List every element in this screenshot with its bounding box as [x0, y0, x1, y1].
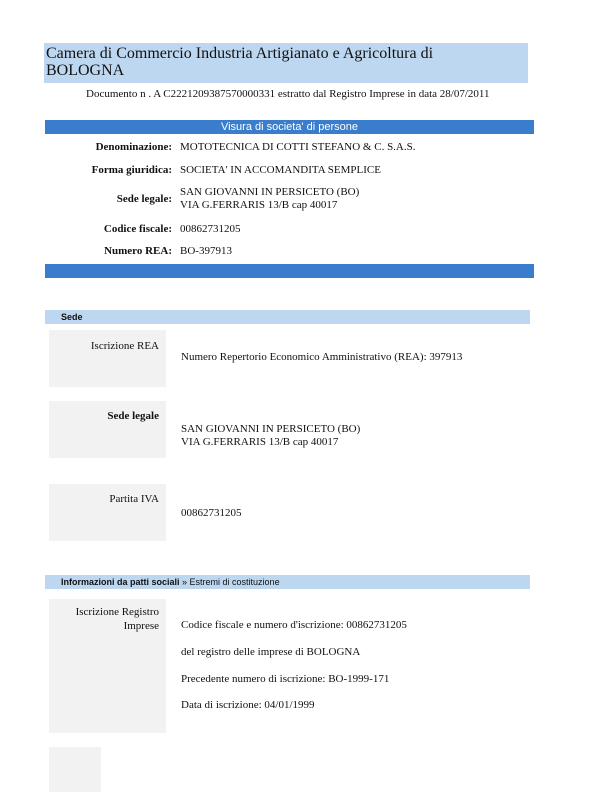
summary-title-bar: Visura di societa' di persone — [45, 120, 534, 134]
summary-value: MOTOTECNICA DI COTTI STEFANO & C. S.A.S. — [180, 141, 416, 153]
iscrizione-rea-label: Iscrizione REA — [90, 340, 159, 352]
partita-iva-value: 00862731205 — [181, 507, 242, 519]
iscrizione-line: del registro delle imprese di BOLOGNA — [181, 646, 361, 658]
partita-iva-label: Partita IVA — [109, 493, 159, 505]
section-title-rest: » Estremi di costituzione — [179, 577, 280, 587]
summary-label: Codice fiscale: — [103, 223, 172, 235]
section-title: Sede — [61, 312, 83, 322]
sede-legale-value-line2: VIA G.FERRARIS 13/B cap 40017 — [181, 436, 339, 448]
summary-bottom-bar — [45, 264, 534, 278]
iscrizione-registro-label-line1: Iscrizione Registro — [75, 606, 159, 618]
section-title-bold: Informazioni da patti sociali — [61, 577, 180, 587]
summary-value-line1: SAN GIOVANNI IN PERSICETO (BO) — [180, 186, 360, 198]
summary-label: Denominazione: — [95, 141, 172, 153]
chamber-title-line2: BOLOGNA — [46, 62, 125, 79]
iscrizione-registro-label-line2: Imprese — [123, 620, 159, 632]
iscrizione-registro-label — [49, 605, 159, 633]
summary-label: Sede legale: — [116, 193, 172, 205]
chamber-title-line1: Camera di Commercio Industria Artigianato e Agricoltura di — [46, 45, 434, 62]
summary-label: Numero REA: — [104, 245, 172, 257]
iscrizione-rea-value: Numero Repertorio Economico Amministrativo (REA): 397913 — [181, 351, 463, 363]
document-line: Documento n . A C2221209387570000331 estratto dal Registro Imprese in data 28/07/2011 — [86, 88, 490, 100]
section-bar-sede — [45, 310, 530, 324]
section-bar-patti-sociali — [45, 575, 530, 589]
summary-label: Forma giuridica: — [91, 164, 172, 176]
summary-value-line2: VIA G.FERRARIS 13/B cap 40017 — [180, 199, 338, 211]
summary-value: 00862731205 — [180, 223, 241, 235]
iscrizione-line: Data di iscrizione: 04/01/1999 — [181, 699, 315, 711]
iscrizione-line: Codice fiscale e numero d'iscrizione: 00862731205 — [181, 619, 407, 631]
iscrizione-line: Precedente numero di iscrizione: BO-1999-171 — [181, 673, 390, 685]
sede-legale-value-line1: SAN GIOVANNI IN PERSICETO (BO) — [181, 423, 361, 435]
sede-legale-label: Sede legale — [107, 410, 159, 422]
summary-value: SOCIETA' IN ACCOMANDITA SEMPLICE — [180, 164, 381, 176]
next-label-box — [49, 747, 101, 792]
summary-value: BO-397913 — [180, 245, 232, 257]
chamber-header — [44, 43, 528, 83]
